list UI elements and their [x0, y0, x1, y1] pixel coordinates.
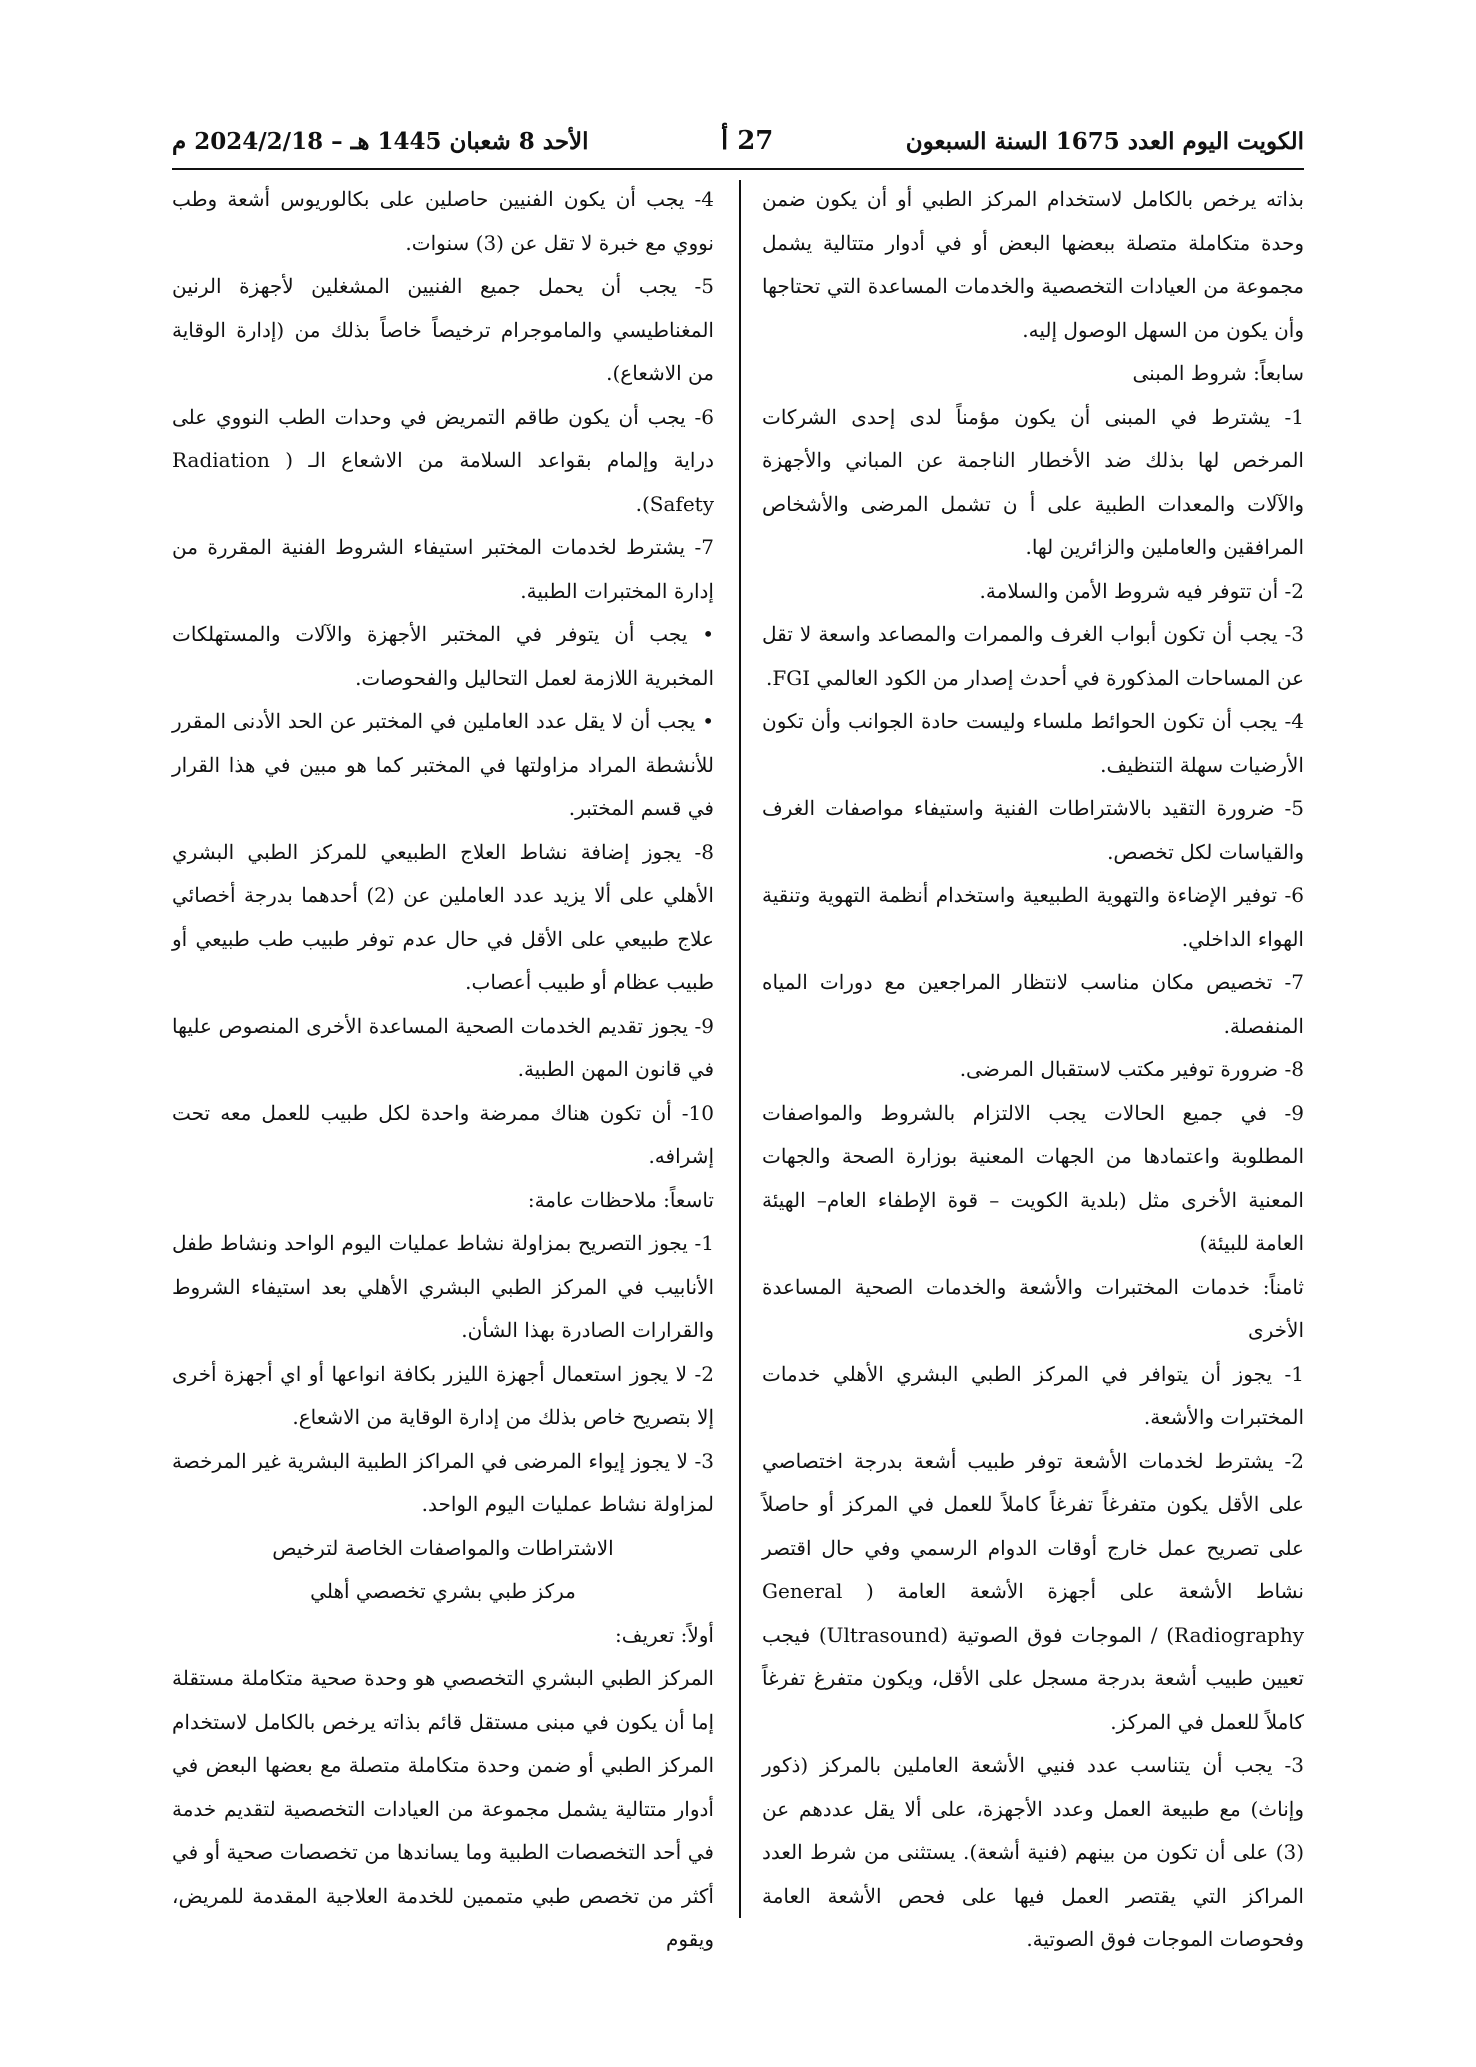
paragraph: 1- يجوز التصريح بمزاولة نشاط عمليات اليوم الواحد ونشاط طفل الأنابيب في المركز الطبي البشري الأهلي بعد استيفاء الشروط والقرارات الصادرة بهذا الشأن. [172, 1231, 714, 1342]
section-heading: سابعاً: شروط المبنى [1132, 361, 1304, 385]
bullet-item: • يجب أن يتوفر في المختبر الأجهزة والآلات والمستهلكات المخبرية اللازمة لعمل التحاليل والفحوصات. [172, 613, 714, 700]
paragraph: 9- في جميع الحالات يجب الالتزام بالشروط والمواصفات المطلوبة واعتمادها من الجهات المعنية بوزارة الصحة والجهات المعنية الأخرى مثل (بلدية الكويت – قوة الإطفاء العام– الهيئة العامة للبيئة) [762, 1100, 1304, 1255]
left-column [172, 178, 714, 1962]
paragraph: 1- يجوز أن يتوافر في المركز الطبي البشري الأهلي خدمات المختبرات والأشعة. [762, 1361, 1304, 1429]
paragraph: 3- لا يجوز إيواء المرضى في المراكز الطبية البشرية غير المرخصة لمزاولة نشاط عمليات اليوم الواحد. [172, 1448, 714, 1516]
centered-title: الاشتراطات والمواصفات الخاصة لترخيص [272, 1535, 614, 1560]
paragraph: 3- يجب أن يتناسب عدد فنيي الأشعة العاملين بالمركز (ذكور وإناث) مع طبيعة العمل وعدد الأجهزة، على ألا يقل عددهم عن (3) على أن تكون من بينهم (فنية أشعة). يستثنى من شرط العدد المراكز التي يقتصر العمل فيها على فحص الأشعة العامة وفحوصات الموجات فوق الصوتية. [762, 1753, 1304, 1951]
column-divider [739, 180, 741, 1918]
paragraph: بذاته يرخص بالكامل لاستخدام المركز الطبي أو أن يكون ضمن وحدة متكاملة متصلة ببعضها البعض أو في أدوار متتالية يشمل مجموعة من العيادات التخصصية والخدمات المساعدة التي تحتاجها وأن يكون من السهل الوصول إليه. [762, 187, 1304, 342]
paragraph: 2- لا يجوز استعمال أجهزة الليزر بكافة انواعها أو اي أجهزة أخرى إلا بتصريح خاص بذلك من إدارة الوقاية من الاشعاع. [172, 1361, 714, 1429]
paragraph: 8- ضرورة توفير مكتب لاستقبال المرضى. [959, 1057, 1304, 1081]
paragraph: المركز الطبي البشري التخصصي هو وحدة صحية متكاملة مستقلة إما أن يكون في مبنى مستقل قائم بذاته يرخص بالكامل لاستخدام المركز الطبي أو ضمن وحدة متكاملة متصلة مع بعضها البعض في أدوار متتالية يشمل مجموعة من العيادات التخصصية لتقديم خدمة في أحد التخصصات الطبية وما يساندها من تخصصات صحية أو في أكثر من تخصص طبي متممين للخدمة العلاجية المقدمة للمريض، ويقوم [172, 1666, 715, 1951]
paragraph: 2- أن تتوفر فيه شروط الأمن والسلامة. [979, 578, 1304, 603]
section-heading: ثامناً: خدمات المختبرات والأشعة والخدمات الصحية المساعدة الأخرى [762, 1274, 1304, 1342]
page-number: 27 أ [720, 126, 774, 156]
right-column [762, 178, 1304, 1962]
paragraph: 4- يجب أن تكون الحوائط ملساء وليست حادة الجوانب وأن تكون الأرضيات سهلة التنظيف. [762, 709, 1304, 777]
paragraph: 4- يجب أن يكون الفنيين حاصلين على بكالوريوس أشعة وطب نووي مع خبرة لا تقل عن (3) سنوات. [172, 187, 715, 255]
paragraph: 6- يجب أن يكون طاقم التمريض في وحدات الطب النووي على دراية وإلمام بقواعد السلامة من الاشعاع الـ ( Radiation Safety). [172, 404, 714, 516]
header-date: الأحد 8 شعبان 1445 هـ – 2024/2/18 م [172, 127, 589, 155]
header-rule [172, 168, 1304, 170]
centered-subtitle: مركز طبي بشري تخصصي أهلي [310, 1579, 576, 1603]
paragraph: 6- توفير الإضاءة والتهوية الطبيعية واستخدام أنظمة التهوية وتنقية الهواء الداخلي. [762, 883, 1304, 951]
paragraph: 10- أن تكون هناك ممرضة واحدة لكل طبيب للعمل معه تحت إشرافه. [172, 1100, 714, 1168]
paragraph: 2- يشترط لخدمات الأشعة توفر طبيب أشعة بدرجة اختصاصي على الأقل يكون متفرغاً تفرغاً كاملاً للعمل في المركز أو حاصلاً على تصريح عمل خارج أوقات الدوام الرسمي وفي حال اقتصر نشاط الأشعة على أجهزة الأشعة العامة ( General Radiography) / الموجات فوق الصوتية (Ultrasound) فيجب تعيين طبيب أشعة بدرجة مسجل على الأقل، ويكون متفرغ تفرغاً كاملاً للعمل في المركز. [762, 1448, 1305, 1734]
header-issue-info: الكويت اليوم العدد 1675 السنة السبعون [905, 127, 1304, 155]
bullet-item: • يجب أن لا يقل عدد العاملين في المختبر عن الحد الأدنى المقرر للأنشطة المراد مزاولتها في المختبر كما هو مبين في هذا القرار في قسم المختبر. [172, 700, 714, 831]
paragraph: 8- يجوز إضافة نشاط العلاج الطبيعي للمركز الطبي البشري الأهلي على ألا يزيد عدد العاملين عن (2) أحدهما بدرجة أخصائي علاج طبيعي على الأقل في حال عدم توفر طبيب طب طبيعي أو طبيب عظام أو طبيب أعصاب. [172, 839, 714, 994]
paragraph: 3- يجب أن تكون أبواب الغرف والممرات والمصاعد واسعة لا تقل عن المساحات المذكورة في أحدث إصدار من الكود العالمي FGI. [762, 622, 1304, 690]
page-header [172, 118, 1304, 164]
paragraph: 1- يشترط في المبنى أن يكون مؤمناً لدى إحدى الشركات المرخص لها بذلك ضد الأخطار الناجمة عن المباني والأجهزة والآلات والمعدات الطبية على أ ن تشمل المرضى والأشخاص المرافقين والعاملين والزائرين لها. [762, 404, 1304, 559]
paragraph: 5- يجب أن يحمل جميع الفنيين المشغلين لأجهزة الرنين المغناطيسي والماموجرام ترخيصاً خاصاً بذلك من (إدارة الوقاية من الاشعاع). [172, 274, 714, 385]
paragraph: 9- يجوز تقديم الخدمات الصحية المساعدة الأخرى المنصوص عليها في قانون المهن الطبية. [172, 1013, 714, 1081]
section-heading: أولاً: تعريف: [615, 1622, 714, 1647]
paragraph: 7- يشترط لخدمات المختبر استيفاء الشروط الفنية المقررة من إدارة المختبرات الطبية. [172, 535, 714, 603]
section-heading: تاسعاً: ملاحظات عامة: [527, 1187, 714, 1212]
paragraph: 5- ضرورة التقيد بالاشتراطات الفنية واستيفاء مواصفات الغرف والقياسات لكل تخصص. [762, 796, 1304, 864]
paragraph: 7- تخصيص مكان مناسب لانتظار المراجعين مع دورات المياه المنفصلة. [762, 970, 1304, 1038]
